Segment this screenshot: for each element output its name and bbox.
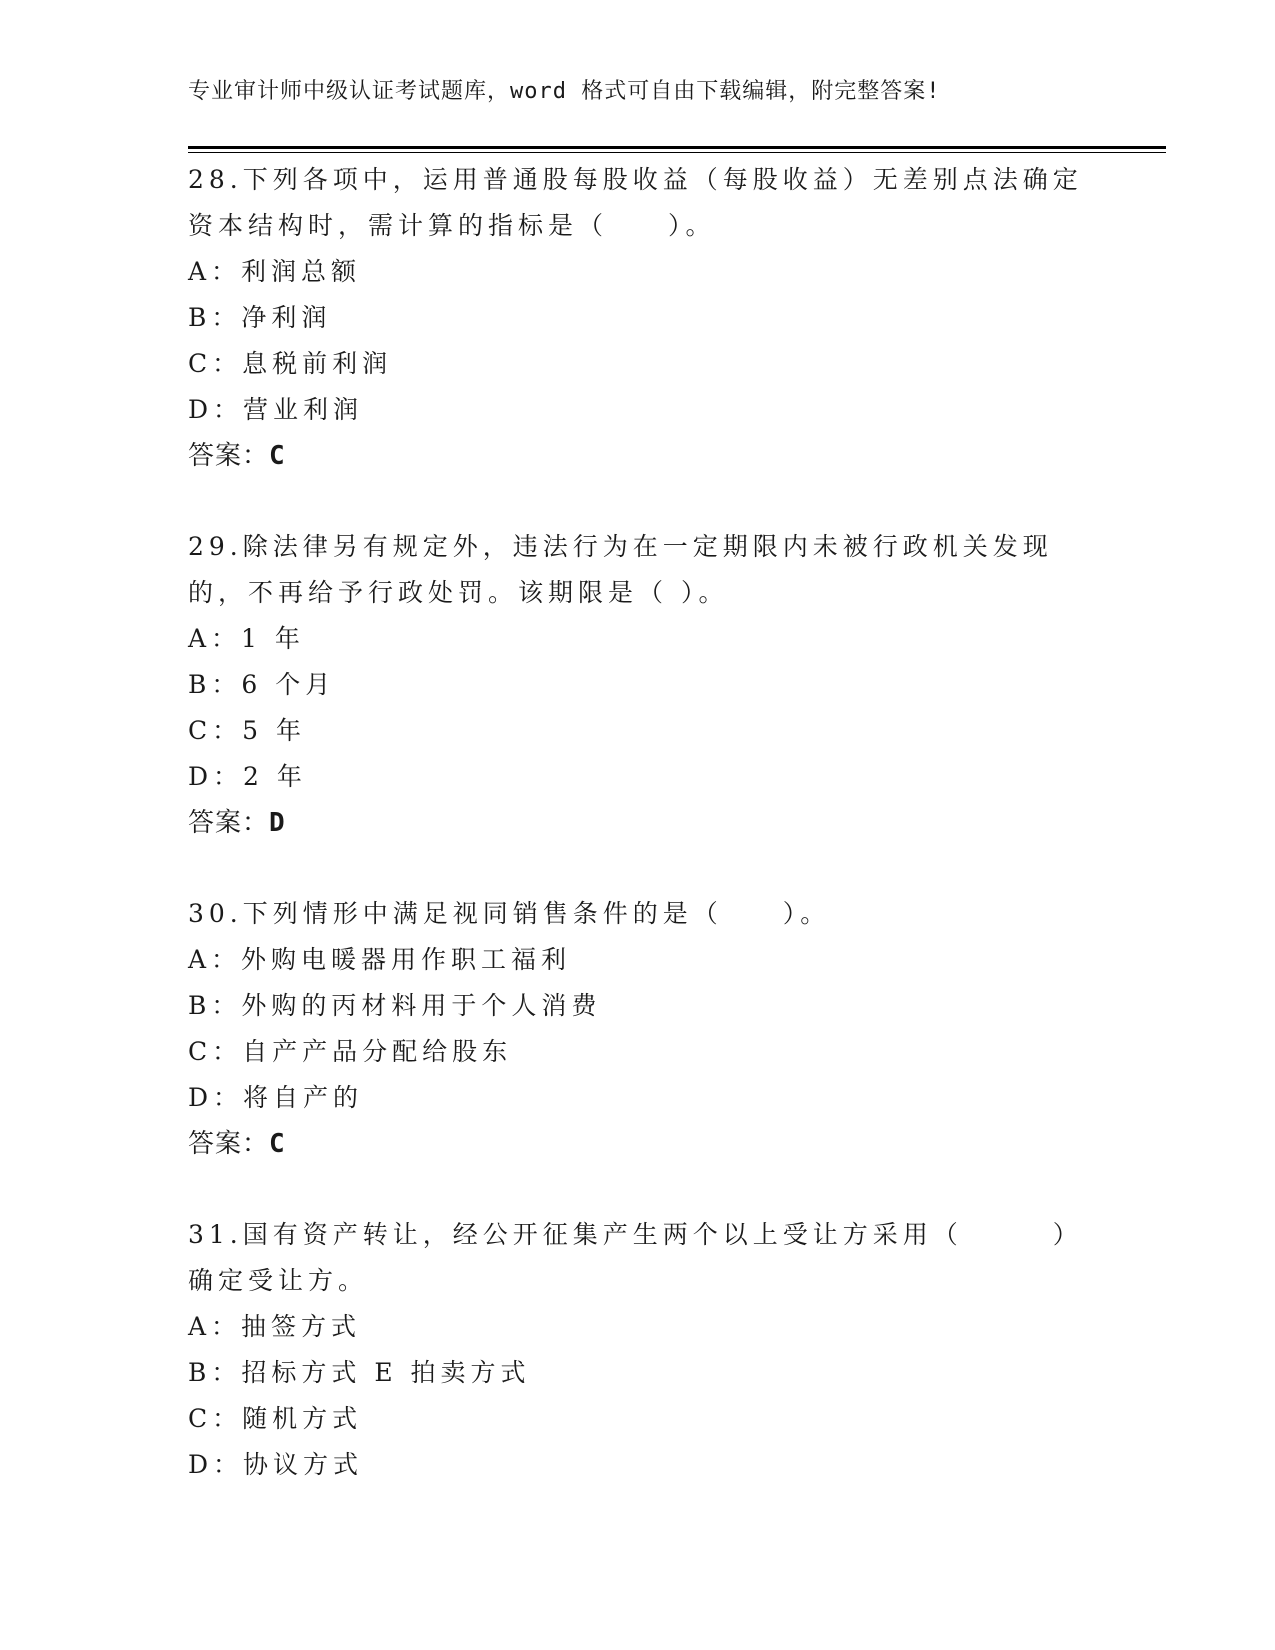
- answer-line: [188, 800, 1088, 846]
- option-b: B：招标方式 E 拍卖方式: [188, 1358, 531, 1387]
- option-b: B：6 个月: [188, 670, 336, 699]
- answer-value: C: [269, 441, 286, 471]
- option-c: C：息税前利润: [188, 349, 393, 378]
- question-text: 29.除法律另有规定外，违法行为在一定期限内未被行政机关发现的，不再给予行政处罚。该期限是（ ）。: [188, 532, 1053, 607]
- option-b: B：外购的丙材料用于个人消费: [188, 991, 602, 1020]
- option-a: A：抽签方式: [188, 1312, 362, 1341]
- question-text: 30.下列情形中满足视同销售条件的是（ ）。: [188, 899, 831, 928]
- question-29: [188, 524, 1088, 846]
- answer-label: 答案：: [188, 441, 270, 471]
- question-30: [188, 891, 1088, 1167]
- answer-label: 答案：: [188, 808, 270, 838]
- option-d: D：2 年: [188, 762, 307, 791]
- answer-value: C: [269, 1129, 286, 1159]
- option-a: A：外购电暖器用作职工福利: [188, 945, 572, 974]
- header-divider-thick: [188, 146, 1166, 149]
- question-text: 28.下列各项中，运用普通股每股收益（每股收益）无差别点法确定资本结构时，需计算的指标是（ ）。: [188, 165, 1083, 240]
- option-d: D：将自产的: [188, 1083, 364, 1112]
- header-divider-thin: [188, 152, 1166, 153]
- answer-label: 答案：: [188, 1129, 270, 1159]
- option-b: B：净利润: [188, 303, 332, 332]
- option-a: A：1 年: [188, 624, 305, 653]
- answer-line: [188, 433, 1088, 479]
- answer-value: D: [269, 808, 286, 838]
- question-31: [188, 1212, 1088, 1488]
- answer-line: [188, 1121, 1088, 1167]
- question-text: 31.国有资产转让，经公开征集产生两个以上受让方采用（ ）确定受让方。: [188, 1220, 1083, 1295]
- question-28: [188, 157, 1088, 479]
- option-c: C：5 年: [188, 716, 306, 745]
- option-d: D：营业利润: [188, 395, 364, 424]
- option-a: A：利润总额: [188, 257, 362, 286]
- option-c: C：自产产品分配给股东: [188, 1037, 513, 1066]
- option-d: D：协议方式: [188, 1450, 364, 1479]
- option-c: C：随机方式: [188, 1404, 363, 1433]
- document-header: 专业审计师中级认证考试题库，word 格式可自由下载编辑，附完整答案!: [188, 79, 941, 104]
